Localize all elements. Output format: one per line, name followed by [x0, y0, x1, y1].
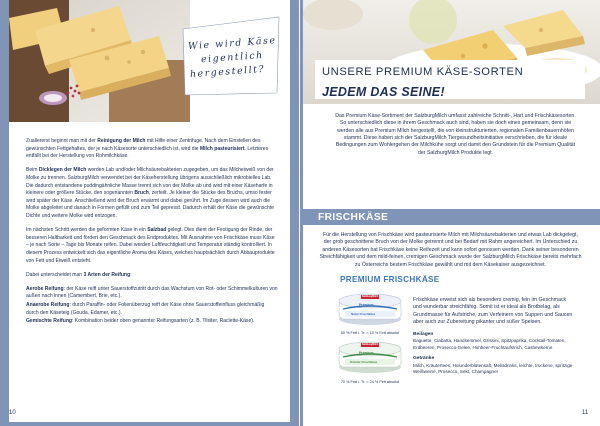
getraenke-heading: Getränke	[413, 356, 435, 362]
page-number-right: 11	[582, 410, 589, 416]
pack-2-caption: 70 % Fett i. Tr. = 24 % Fett absolut	[340, 380, 400, 384]
headline	[188, 34, 281, 82]
pack-1-line: Premium	[359, 303, 374, 307]
pack-2-brand: SalzburgMilch	[362, 343, 379, 346]
product-description	[413, 297, 573, 376]
beilagen-text: Baguette, Ciabatta, Handsemmel, Grissini, Spitzpaprika, Cocktail-Tomaten, Erdbeeren, Prosecco-Gelee, Himbeer-Fruchtaufstrich, Cashewkerne	[413, 338, 566, 350]
ripening-aerobic: Aerobe Reifung: der Käse reift unter Sauerstoffzutritt durch das Wachstum von Rot- oder Schimmelkulturen von außen nach innen (Camembert, Brie, etc.).	[26, 285, 278, 300]
page-number-left: 10	[9, 410, 16, 416]
pack-2-name: Kräuter Frischkäse	[350, 360, 378, 364]
kraeuter-frischkaese-pack	[337, 339, 403, 375]
natur-frischkaese-pack	[337, 291, 403, 327]
headline-line-1: Wie wird Käse	[187, 35, 277, 53]
description-text: Frischkäse erweist sich als besonders cremig, fein im Geschmack und wunderbar streichfähig. Somit ist er ideal als Brotbelag, als Grundmasse für Aufstriche, zum Verfeinern von Suppen und Saucen aber auch zur Zubereitung pikanter und süßer Speisen.	[413, 297, 573, 326]
getraenke-text: Milch, Kräutertees, Holunderblütensaft, Melisdrinks, leichte, trockene, spritzige Weißweine, Prosecco, Sekt, Champagner	[413, 362, 573, 375]
headline-line-3: hergestellt?	[189, 63, 266, 81]
left-page	[0, 0, 299, 426]
section-claim: JEDEM DAS SEINE!	[322, 85, 445, 99]
headline-frame	[181, 15, 281, 97]
left-page-content	[9, 0, 290, 422]
product-title: PREMIUM FRISCHKÄSE	[340, 275, 440, 284]
pack-1-name: Natur Frischkäse	[351, 312, 376, 316]
ripening-anaerobic: Anaerobe Reifung: durch Paraffin- oder Folienüberzug reift der Käse ohne Sauerstoffeinfluss gleichmäßig durch den Käseteig (Gouda, Edamer, etc.).	[26, 302, 265, 316]
beilagen-heading: Beilagen	[413, 331, 434, 337]
cheese-board-photo	[9, 0, 190, 122]
frischkaese-paragraph: Für die Herstellung von Frischkäse wird pasteurisierte Milch mit Milchsäurebakterien und etwas Lab dickgelegt, der grob geschnittene Bruch von der Molke getrennt und bei Bedarf mit Rahm angereichert. Im Unterschied zu anderen Käsesorten hat Frischkäse keine Reifezeit und kann sofort genossen werden. Dank seiner besonderen Streichfähigkeit und dem mild-feinen, cremigen Geschmack wurde der SalzburgMilch Frischkäse bereits mehrfach zu Österreichs bestem Frischkäse gewählt und mit dem Käsekaiser ausgezeichnet.	[319, 232, 582, 268]
section-heading	[315, 60, 585, 99]
paragraph-salt-bath: Im nächsten Schritt werden die geformten Käse in ein Salzbad gelegt. Dies dient der Festigung der Rinde, der besseren Haltbarkeit und fördert den Geschmack des Endproduktes. Mit Ausnahme von Frischkäse muss Käse – je nach Sorte – Tage bis Monate reifen. Dabei werden Luftfeuchtigkeit und Temperatur ständig kontrolliert. In diesem Prozess entwickelt sich das eigentliche Aroma des Käses, welches hauptsächlich durch Abbauprodukte von Fett und Eiweiß entsteht.	[26, 227, 275, 264]
frischkaese-band	[303, 209, 600, 225]
section-kicker: UNSERE PREMIUM KÄSE-SORTEN	[322, 66, 524, 78]
ripening-intro: Dabei unterscheidet man 3 Arten der Reifung:	[26, 271, 132, 278]
paragraph-curdling: Beim Dicklegen der Milch werden Lab und/oder Milchsäurebakterien zugegeben, um das Milcheiweiß von der Molke zu trennen. SalzburgMilch verwendet bei der Käseherstellung übrigens ausschließlich mikrobielles Lab. Die dadurch entstandene puddingähnliche Masse trennt sich von der Molke ab und wird mit einer Käseharfe in kleinere oder größere Stücke, den sogenannten Bruch, zerteilt. Je kleiner die Stücke des Bruchs, umso fester wird später der Käse. Anschließend wird der Bruch erwärmt und dabei gerührt. Im Zuge dessen wird auch die Molke abgeleitet und danach in Formen gefüllt und zum Teil gepresst. Dadurch erhält der Käse die gewünschte Dichte und weitere Molke wird entzogen.	[26, 167, 274, 219]
left-body-text	[26, 138, 278, 327]
paragraph-cleaning: Zuallererst beginnt man mit der Reinigung der Milch mit Hilfe einer Zentrifuge. Nach dem Einstellen des gewünschten Fettgehaltes, der je nach Käsesorte unterschiedlich ist, wird die Milch pasteurisiert. Letzteres entfällt bei der Herstellung von Rohmilchkäse.	[26, 138, 269, 160]
ripening-mixed: Gemischte Reifung: Kombination beider oben genannter Reifungsarten (z. B. Tilsiter, Raclette-Käse).	[26, 318, 255, 325]
band-title: FRISCHKÄSE	[318, 212, 389, 223]
intro-paragraph: Das Premium Käse-Sortiment der SalzburgMilch umfasst zahlreiche Schnitt-, Hart und Frischkäsesorten. So unterschiedlich diese in ihrem Geschmack auch sind, haben sie doch eines gemeinsam, denn sie werden alle aus Premium Milch hergestellt, die von kleinstrukturierten, regionalen Familienbauernhöfen stammt. Diese haben sich der SalzburgMilch Tiergesundheitsinitiative verschrieben, die für ideale Bedingungen zum Wohlergehen der Milchkühe sorgt und damit den Grundstein für die Premium Qualität der SalzburgMilch Produkte legt.	[335, 113, 576, 156]
headline-line-2: eigentlich	[200, 49, 265, 66]
pack-2-line: Premium	[359, 351, 374, 355]
pack-1-brand: SalzburgMilch	[362, 295, 379, 298]
pack-1-caption: 60 % Fett i. Tr. = 19 % Fett absolut	[340, 331, 400, 335]
